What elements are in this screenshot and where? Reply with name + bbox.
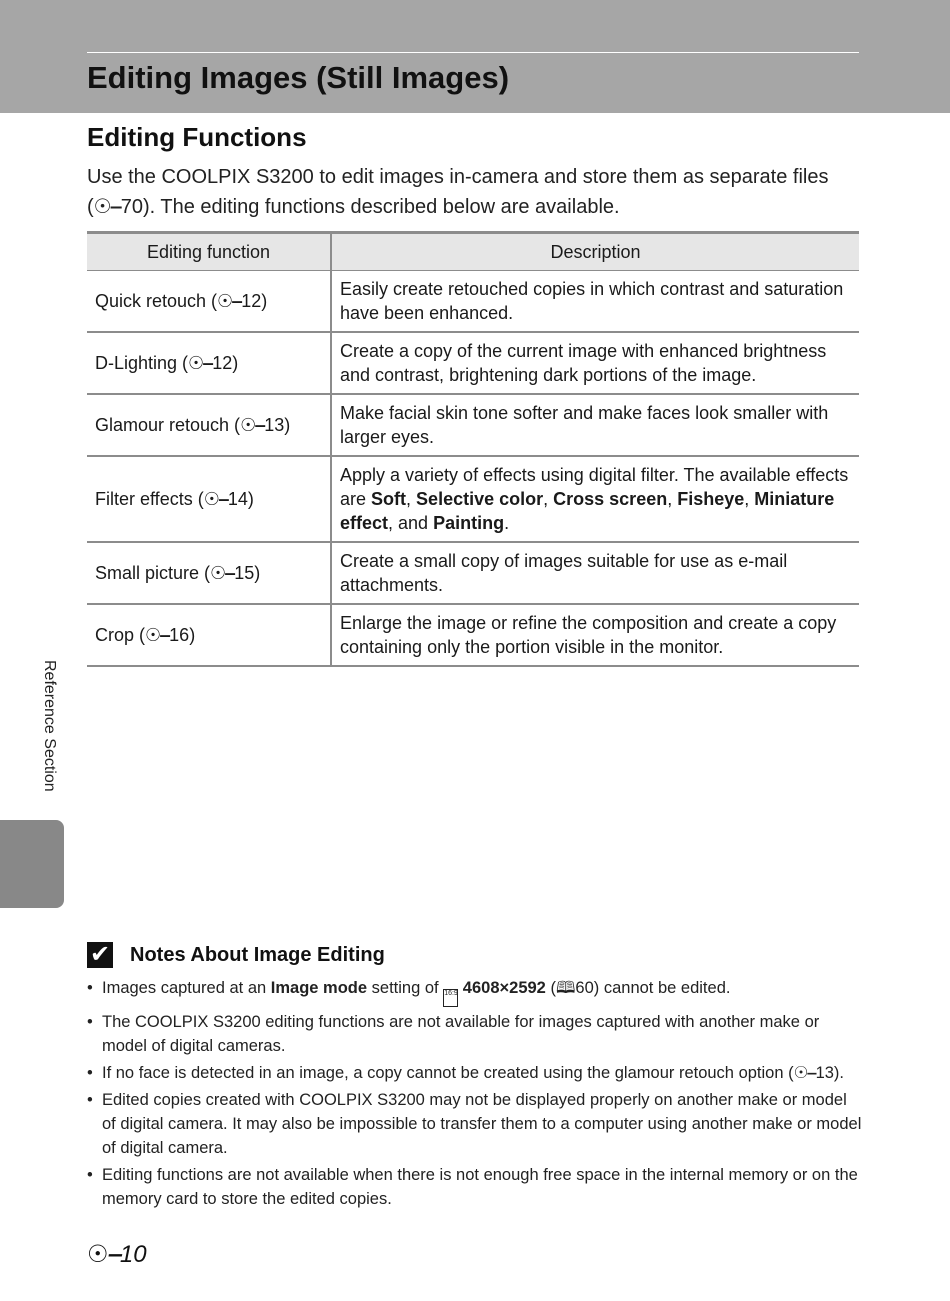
table-row xyxy=(87,456,859,542)
reference-icon: ☉‒ xyxy=(203,489,228,509)
header-band xyxy=(0,0,950,113)
table-row xyxy=(87,542,859,604)
column-header-description: Description xyxy=(331,233,859,271)
notes-title: Notes About Image Editing xyxy=(130,943,385,966)
function-cell: Crop (☉‒16) xyxy=(87,604,331,666)
intro-text-a: Use the COOLPIX S3200 to edit images in-camera and store them as separate files ( xyxy=(87,166,829,218)
description-cell: Make facial skin tone softer and make faces look smaller with larger eyes. xyxy=(331,394,859,456)
function-cell: Glamour retouch (☉‒13) xyxy=(87,394,331,456)
reference-icon: ☉‒ xyxy=(87,1241,120,1268)
reference-icon: ☉‒ xyxy=(793,1064,816,1082)
intro-paragraph xyxy=(87,162,867,222)
description-cell: Apply a variety of effects using digital filter. The available effects are Soft, Selective color, Cross screen, Fisheye, Miniature effect, and Painting. xyxy=(331,456,859,542)
side-section-label: Reference Section xyxy=(41,660,58,792)
reference-icon: ☉‒ xyxy=(145,625,170,645)
page-number: ☉‒10 xyxy=(87,1241,147,1268)
function-cell: Quick retouch (☉‒12) xyxy=(87,271,331,333)
table-header-row xyxy=(87,233,859,271)
list-item: • Images captured at an Image mode setting of 16:9 4608×2592 (🕮60) cannot be edited. xyxy=(87,976,862,1007)
header-rule xyxy=(87,52,859,53)
book-icon: 🕮 xyxy=(555,979,576,997)
description-cell: Easily create retouched copies in which contrast and saturation have been enhanced. xyxy=(331,271,859,333)
table-row xyxy=(87,271,859,333)
notes-list xyxy=(87,976,862,1214)
list-item: • Editing functions are not available when there is not enough free space in the internal memory or on the memory card to store the edited copies. xyxy=(87,1163,862,1211)
page-title: Editing Images (Still Images) xyxy=(87,60,510,95)
intro-text-b: 70). The editing functions described below are available. xyxy=(120,196,620,218)
reference-icon: ☉‒ xyxy=(188,353,213,373)
table-row xyxy=(87,604,859,666)
check-icon: ✔ xyxy=(87,942,113,968)
description-cell: Create a small copy of images suitable for use as e-mail attachments. xyxy=(331,542,859,604)
function-cell: Small picture (☉‒15) xyxy=(87,542,331,604)
reference-icon: ☉‒ xyxy=(217,291,242,311)
table-row xyxy=(87,394,859,456)
reference-icon: ☉‒ xyxy=(93,196,121,218)
editing-functions-table xyxy=(87,231,859,667)
list-item: • If no face is detected in an image, a copy cannot be created using the glamour retouch option (☉‒13). xyxy=(87,1061,862,1085)
function-cell: D-Lighting (☉‒12) xyxy=(87,332,331,394)
reference-icon: ☉‒ xyxy=(240,415,265,435)
reference-icon: ☉‒ xyxy=(210,563,235,583)
list-item: • Edited copies created with COOLPIX S3200 may not be displayed properly on another make or model of digital camera. It may also be impossible to transfer them to a computer using another make or model of digital camera. xyxy=(87,1088,862,1160)
description-cell: Enlarge the image or refine the composition and create a copy containing only the portion visible in the monitor. xyxy=(331,604,859,666)
notes-heading xyxy=(87,938,385,972)
function-cell: Filter effects (☉‒14) xyxy=(87,456,331,542)
image-mode-icon: 16:9 xyxy=(443,989,458,1007)
section-tab xyxy=(0,820,64,908)
list-item: • The COOLPIX S3200 editing functions are not available for images captured with another make or model of digital cameras. xyxy=(87,1010,862,1058)
table-row xyxy=(87,332,859,394)
description-cell: Create a copy of the current image with enhanced brightness and contrast, brightening dark portions of the image. xyxy=(331,332,859,394)
column-header-function: Editing function xyxy=(87,233,331,271)
section-title: Editing Functions xyxy=(87,122,307,152)
